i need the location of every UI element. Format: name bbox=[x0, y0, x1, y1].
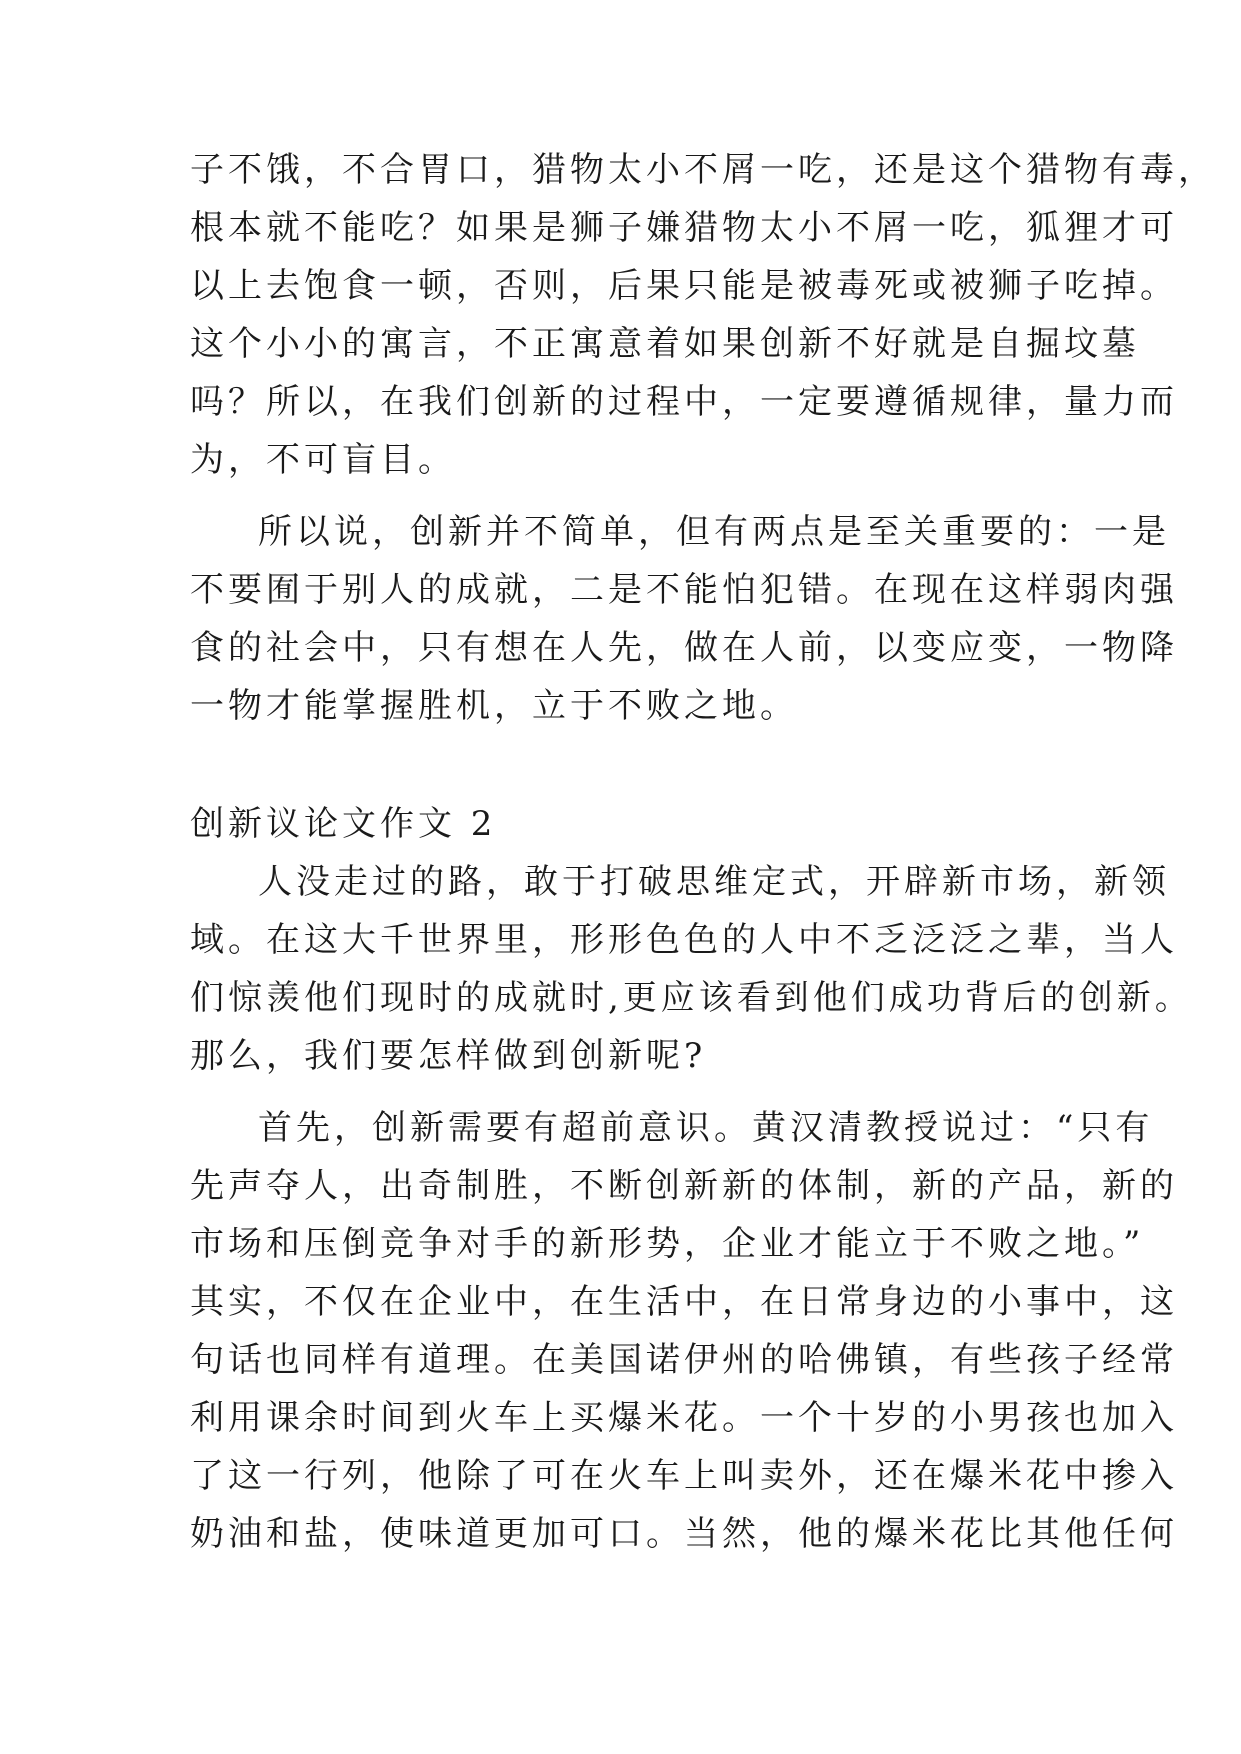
text-line: 子不饿，不合胃口，猎物太小不屑一吃，还是这个猎物有毒， bbox=[190, 150, 1216, 190]
text-line: 们惊羡他们现时的成就时,更应该看到他们成功背后的创新。 bbox=[190, 978, 1193, 1018]
text-line: 奶油和盐，使味道更加可口。当然，他的爆米花比其他任何 bbox=[190, 1514, 1178, 1554]
text-line: 一物才能掌握胜机，立于不败之地。 bbox=[190, 686, 798, 726]
text-line: 句话也同样有道理。在美国诺伊州的哈佛镇，有些孩子经常 bbox=[190, 1340, 1178, 1380]
text-line: 所以说，创新并不简单，但有两点是至关重要的：一是 bbox=[258, 512, 1170, 552]
text-line: 市场和压倒竞争对手的新形势，企业才能立于不败之地。” bbox=[190, 1224, 1145, 1264]
text-line: 利用课余时间到火车上买爆米花。一个十岁的小男孩也加入 bbox=[190, 1398, 1178, 1438]
text-line: 了这一行列，他除了可在火车上叫卖外，还在爆米花中掺入 bbox=[190, 1456, 1178, 1496]
text-line: 以上去饱食一顿，否则，后果只能是被毒死或被狮子吃掉。 bbox=[190, 266, 1178, 306]
text-line: 这个小小的寓言，不正寓意着如果创新不好就是自掘坟墓 bbox=[190, 324, 1140, 364]
text-line: 不要囿于别人的成就，二是不能怕犯错。在现在这样弱肉强 bbox=[190, 570, 1178, 610]
text-line: 吗？所以，在我们创新的过程中，一定要遵循规律，量力而 bbox=[190, 382, 1178, 422]
text-line: 先声夺人，出奇制胜，不断创新新的体制，新的产品，新的 bbox=[190, 1166, 1178, 1206]
text-line: 域。在这大千世界里，形形色色的人中不乏泛泛之辈，当人 bbox=[190, 920, 1178, 960]
text-line: 根本就不能吃？如果是狮子嫌猎物太小不屑一吃，狐狸才可 bbox=[190, 208, 1178, 248]
text-line: 其实，不仅在企业中，在生活中，在日常身边的小事中，这 bbox=[190, 1282, 1178, 1322]
text-line: 为，不可盲目。 bbox=[190, 440, 456, 480]
section-title: 创新议论文作文 2 bbox=[190, 804, 497, 844]
text-line: 人没走过的路，敢于打破思维定式，开辟新市场，新领 bbox=[258, 862, 1170, 902]
text-line: 食的社会中，只有想在人先，做在人前，以变应变，一物降 bbox=[190, 628, 1178, 668]
text-line: 首先，创新需要有超前意识。黄汉清教授说过：“只有 bbox=[258, 1108, 1154, 1148]
text-line: 那么，我们要怎样做到创新呢? bbox=[190, 1036, 707, 1076]
